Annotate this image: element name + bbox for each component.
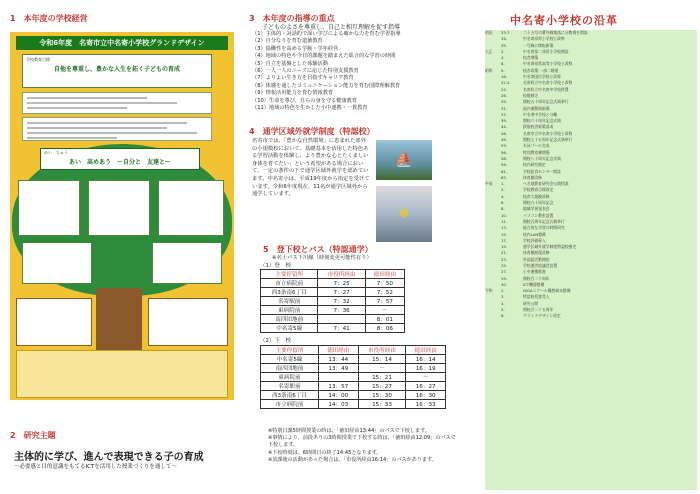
history-date: 4.	[501, 55, 505, 61]
history-event: 鉄筋校舎新築落成	[523, 124, 554, 130]
history-event: 開校百二十五周年	[523, 307, 554, 313]
history-era: 大正	[485, 48, 493, 54]
bus-time-cell: 15：30	[358, 391, 406, 400]
history-event: 開校九十周年記念	[523, 200, 554, 206]
history-date: 29.	[501, 275, 508, 281]
snow-icon: ❄	[398, 206, 410, 222]
focus-item: （10）生命を尊び、自らの身を守る健康教育	[252, 97, 357, 104]
bus-time-cell: 7：27	[318, 288, 365, 297]
leaf-box-right	[158, 180, 224, 236]
history-event: 名寄市立中名寄小学校と改称	[523, 130, 573, 136]
history-date: 6.	[501, 313, 505, 319]
timetable-row	[261, 391, 446, 400]
history-date: 19.	[501, 244, 508, 250]
research-theme: 主体的に学び、進んで表現できる子の育成	[14, 452, 204, 463]
history-date: 24.	[501, 86, 508, 92]
history-event: 校歌制定	[523, 92, 539, 98]
history-event: ICT機器整備	[523, 281, 545, 287]
bus-time-cell: 15：27	[358, 382, 406, 391]
history-date: 59.	[501, 162, 508, 168]
bus-stop-cell: 市立病院前	[261, 400, 319, 409]
bus-time-cell: 8：06	[365, 324, 404, 333]
history-date: 2.	[501, 288, 505, 294]
bus-note-item: ※事情により、前段ありの3時間授業で下校する時は、「徳田経由12:09」のバスで下校します。	[268, 435, 456, 449]
history-event: 校舎大規模改修	[523, 193, 550, 199]
history-date: 53.	[501, 143, 508, 149]
bus-note-item: ※放課後の活動があった場合は、「市役所経由16:14」のバスがあります。	[268, 456, 437, 463]
history-event: 二十五号の番外線集落に分教場を開設	[523, 30, 588, 35]
section3-subtitle: 子どものよさを尊重し、自己と相互理解を促す指導	[262, 24, 401, 31]
history-date: 29.	[501, 99, 508, 105]
history-era	[485, 313, 501, 319]
history-event: 校内LAN整備	[523, 231, 546, 237]
focus-list	[252, 31, 462, 112]
history-event: 通学区域外就学制度特認校指定	[523, 244, 577, 250]
plan-box	[22, 117, 212, 141]
history-date: 58.	[501, 155, 508, 161]
history-event: 水泳プール完成	[523, 143, 550, 149]
bus-stop-cell: 東病院前	[261, 306, 318, 315]
bus-stop-cell: 南四団地前	[261, 315, 318, 324]
timetable-row	[261, 279, 405, 288]
going-label: （1）登 校	[260, 263, 291, 269]
history-event: 特別教室棟増築	[523, 149, 550, 155]
timetable-row	[261, 364, 446, 373]
history-date: 5.	[501, 307, 505, 313]
history-event: 特認校児童受入	[523, 294, 550, 300]
section3-title: 3 本年度の指導の重点	[249, 14, 335, 23]
leaf-box-left	[18, 180, 80, 236]
history-era: 明治	[485, 30, 493, 35]
section1-title: 1 本年度の学校経営	[10, 14, 88, 23]
bus-stop-cell: 西3条南6丁目	[261, 391, 319, 400]
bus-time-cell: 14：03	[319, 400, 359, 409]
bus-time-cell: 13：49	[319, 364, 359, 373]
timetable-header: 徳田経由	[319, 346, 359, 355]
history-date: 33.7	[501, 30, 510, 35]
focus-item: （2）自分なりを育む道徳教育	[252, 38, 323, 45]
history-event: 名寄町立中名寄中学校併置	[523, 86, 569, 92]
returning-timetable	[260, 345, 446, 409]
focus-item: （3）協働性を高める学級・学年経営	[252, 45, 339, 52]
leaf-box-lower-left	[22, 242, 92, 284]
history-date: 17.	[501, 237, 508, 243]
history-event: 開校百二十周年	[523, 275, 550, 281]
returning-label: （2）下 校	[260, 338, 291, 344]
focus-item: （7）よりよい生き方を目指すキャリア教育	[252, 75, 354, 82]
history-date: 39.	[501, 118, 508, 124]
bus-time-cell: －	[406, 373, 446, 382]
history-table	[485, 30, 697, 490]
sled-photo	[376, 186, 432, 242]
leaf-box-lower-right	[152, 242, 222, 284]
timetable-row	[261, 324, 405, 333]
history-date: 25.	[501, 262, 508, 268]
history-event: GIGAスクール構想端末整備	[523, 288, 571, 294]
history-event: へき地教育研究会公開授業	[523, 181, 569, 187]
going-timetable	[260, 269, 405, 333]
timetable-row	[261, 355, 446, 364]
history-event: パソコン教室設置	[523, 212, 554, 218]
bus-time-cell: 16：19	[406, 364, 446, 373]
history-date: 8.	[501, 61, 505, 67]
bus-time-cell: 13：57	[319, 382, 359, 391]
history-date: 22.4	[501, 80, 510, 86]
leaf-box-center	[88, 180, 150, 236]
bus-note-item: ※下校時刻は、6時間日の終了14:45となります。	[268, 449, 382, 456]
focus-item: （6）一人一人のニーズに応じた特別支援教育	[252, 68, 359, 75]
school-goal: 自他を尊重し、豊かな人生を拓く子どもの育成	[53, 66, 180, 73]
history-date: 49.	[501, 137, 508, 143]
bus-time-cell: 15：33	[358, 400, 406, 409]
history-event: 開校七十五周年記念式典挙行	[523, 137, 573, 143]
history-date: 10.	[501, 212, 508, 218]
policy-box	[22, 92, 212, 114]
bus-time-cell: 7：25	[318, 279, 365, 288]
timetable-header: 市役所経由	[358, 346, 406, 355]
history-event: 校内研究指定	[523, 162, 546, 168]
history-date: 13.	[501, 225, 508, 231]
bus-time-cell: 14：00	[319, 391, 359, 400]
timetable-row	[261, 297, 405, 306]
root-box-left	[16, 298, 92, 346]
history-event: 中名寄尋常高等小学校と改称	[523, 61, 573, 67]
timetable-header: 徳田経由	[365, 270, 404, 279]
timetable-row	[261, 288, 405, 297]
bus-time-cell	[318, 315, 365, 324]
bus-stop-cell: 東病院前	[261, 373, 319, 382]
timetable-row	[261, 382, 446, 391]
history-event: 名寄町立中名寄小学校と改称	[523, 80, 573, 86]
history-date: 63.	[501, 174, 508, 180]
grand-design-title: 令和6年度 名寄市立中名寄小学校グランドデザイン	[16, 36, 228, 50]
history-title: 中名寄小学校の沿革	[510, 14, 618, 27]
history-event: 校舎改築 一部二階建	[523, 67, 559, 73]
history-era: 平成	[485, 181, 493, 187]
history-event: 学校運営協議会設置	[523, 262, 558, 268]
section5-title: 5 登下校とバス（特認通学）	[263, 245, 373, 254]
history-date: 46.	[501, 130, 508, 136]
research-subtheme: ～必要感と目的意識をもてるICTを活用した授業づくりを通して～	[14, 464, 177, 470]
bus-time-cell: 7：50	[365, 279, 404, 288]
history-event: 開校八十周年記念式典	[523, 155, 561, 161]
focus-item: （4）地域の特色や今日的課題を踏まえた総合的な学習の時間	[252, 53, 396, 60]
history-event: 地域学習発表会	[523, 206, 550, 212]
section4-text: 名寄市では、「豊かな自然環境」に恵まれた郊外の小規模校において、基礎基本を活用した特色ある学習活動を体験し、より豊かな心とたくましい身体を育てたい」という希望がある場合において、一定の条件の下で通学区域外就学を認めています。中名寄小は、平成19年度から指定を受けています。令和6年度現在、11名が通学区域外から通学しています。	[252, 138, 370, 198]
history-era: 令和	[485, 288, 493, 294]
bus-stop-cell: 中名寄5線	[261, 355, 319, 364]
history-event: 屋内運動場新築	[523, 105, 550, 111]
history-date: 44.	[501, 124, 508, 130]
history-date: 2.	[501, 187, 505, 193]
history-date: 27.	[501, 269, 508, 275]
focus-item: （9）情報活用能力を育む情報教育	[252, 90, 334, 97]
bus-time-cell: 7：36	[318, 306, 365, 315]
school-motto: あい 高めあう ～自分と 友達と～	[68, 159, 171, 166]
history-date: 23.	[501, 256, 508, 262]
bus-notes	[268, 428, 458, 464]
vision-label: 学校教育目標	[26, 57, 50, 62]
history-date: 1.	[501, 181, 505, 187]
history-event: 開校五十周年記念式典挙行	[523, 99, 569, 105]
timetable-header: 主要停留所	[261, 270, 318, 279]
bus-stop-cell: 名寄駅前	[261, 297, 318, 306]
bus-time-cell: 15：14	[358, 355, 406, 364]
bus-time-cell: －	[358, 364, 406, 373]
bus-time-cell: 16：33	[406, 400, 446, 409]
history-event: 学校教育目標改定	[523, 187, 554, 193]
history-date: 2.	[501, 48, 505, 54]
history-event: 小中連携推進	[523, 269, 546, 275]
bus-time-cell: －	[365, 306, 404, 315]
bus-time-cell: 7：52	[365, 288, 404, 297]
history-date: 34.	[501, 36, 508, 42]
bus-time-cell: 7：41	[318, 324, 365, 333]
bus-time-cell: 15：21	[358, 373, 406, 382]
history-event: 体育館改修	[523, 174, 542, 180]
history-event: 中名寄国民学校と改称	[523, 74, 561, 80]
bus-time-cell: 16：14	[406, 355, 446, 364]
bus-stop-cell: 南四団地前	[261, 364, 319, 373]
history-event: 一号線に移転新築	[523, 42, 554, 48]
community-box	[16, 350, 228, 398]
timetable-row	[261, 315, 405, 324]
timetable-header: 主要停留所	[261, 346, 319, 355]
history-date: 6.	[501, 200, 505, 206]
history-event: 学校給食センター開設	[523, 168, 561, 174]
tree-trunk	[96, 288, 142, 350]
history-date: 31.	[501, 105, 508, 111]
focus-item: （5）自立を基盤とした体験活動	[252, 60, 328, 67]
timetable-row	[261, 400, 446, 409]
timetable-header: 市役所経由	[318, 270, 365, 279]
bus-stop-cell: 名寄駅前	[261, 382, 319, 391]
history-era: 昭和	[485, 67, 493, 73]
history-date: 4.	[501, 300, 505, 306]
boat-icon: ⛵	[395, 152, 413, 168]
history-date: 5.	[501, 67, 505, 73]
history-date: 30.	[501, 281, 508, 287]
focus-item: （1）主体的・対話的で深い学びによる確かな力を育む学習指導	[252, 31, 401, 37]
bus-stop-cell: 市立病院前	[261, 279, 318, 288]
history-event: 開校百周年記念式典挙行	[523, 218, 565, 224]
history-date: 21.	[501, 250, 508, 256]
focus-item: （8）体感を通したコミュニケーション能力を育む国際理解教育	[252, 82, 401, 89]
section4-title: 4 通学区域外就学制度（特認校）	[249, 127, 375, 136]
bus-time-cell: 16：30	[406, 391, 446, 400]
history-event: グランドデザイン改定	[523, 313, 561, 319]
bus-time-cell: 7：57	[365, 297, 404, 306]
history-event: 中名寄尋常小学校と改称	[523, 36, 565, 42]
history-event: 中名寄中学校と分離	[523, 111, 558, 117]
bus-time-cell: 8：01	[365, 315, 404, 324]
timetable-row	[261, 373, 446, 382]
history-date: 8.	[501, 206, 505, 212]
bus-stop-cell: 中名寄5線	[261, 324, 318, 333]
bus-note-item: ※特別日課5時間授業の時は、「徳田経由13:44」のバスで下校します。	[268, 428, 430, 434]
history-date: 26.	[501, 92, 508, 98]
bus-note: ※名士バス下川線（時刻変更可能性有り）	[272, 255, 372, 261]
history-date: 15.	[501, 231, 508, 237]
bus-time-cell: 7：32	[318, 297, 365, 306]
timetable-header: 徳田経由	[406, 346, 446, 355]
history-date: 3.	[501, 294, 505, 300]
rafting-photo	[376, 140, 432, 180]
history-date: 16.	[501, 74, 508, 80]
history-date: 11.	[501, 218, 508, 224]
history-event: 体育館耐震改修	[523, 250, 550, 256]
history-row	[485, 313, 697, 319]
bus-stop-cell: 西3条南6丁目	[261, 288, 318, 297]
history-event: 研究公開	[523, 300, 539, 306]
bus-time-cell: 16：27	[406, 382, 446, 391]
history-event: 校舎増築	[523, 55, 539, 61]
history-event: 学校評価導入	[523, 237, 546, 243]
root-box-right	[148, 298, 228, 346]
history-date: 56.	[501, 149, 508, 155]
timetable-row	[261, 306, 405, 315]
history-event: 開校六十周年記念式典	[523, 118, 561, 124]
section2-title: 2 研究主題	[10, 431, 56, 440]
history-date: 4.	[501, 193, 505, 199]
history-event: 総合的な学習の時間研究	[523, 225, 565, 231]
focus-item: （11）地域の特色を生かした小中連携・一貫教育	[252, 105, 368, 112]
motto-label: めい ちゅう	[44, 150, 68, 155]
history-date: 35.	[501, 42, 508, 48]
history-date: 61.	[501, 168, 508, 174]
bus-time-cell	[319, 373, 359, 382]
history-date: 37.	[501, 111, 508, 117]
history-event: 中名寄第二尋常小学校開設	[523, 48, 569, 54]
bus-time-cell: 13：44	[319, 355, 359, 364]
history-event: 外国語活動開始	[523, 256, 550, 262]
